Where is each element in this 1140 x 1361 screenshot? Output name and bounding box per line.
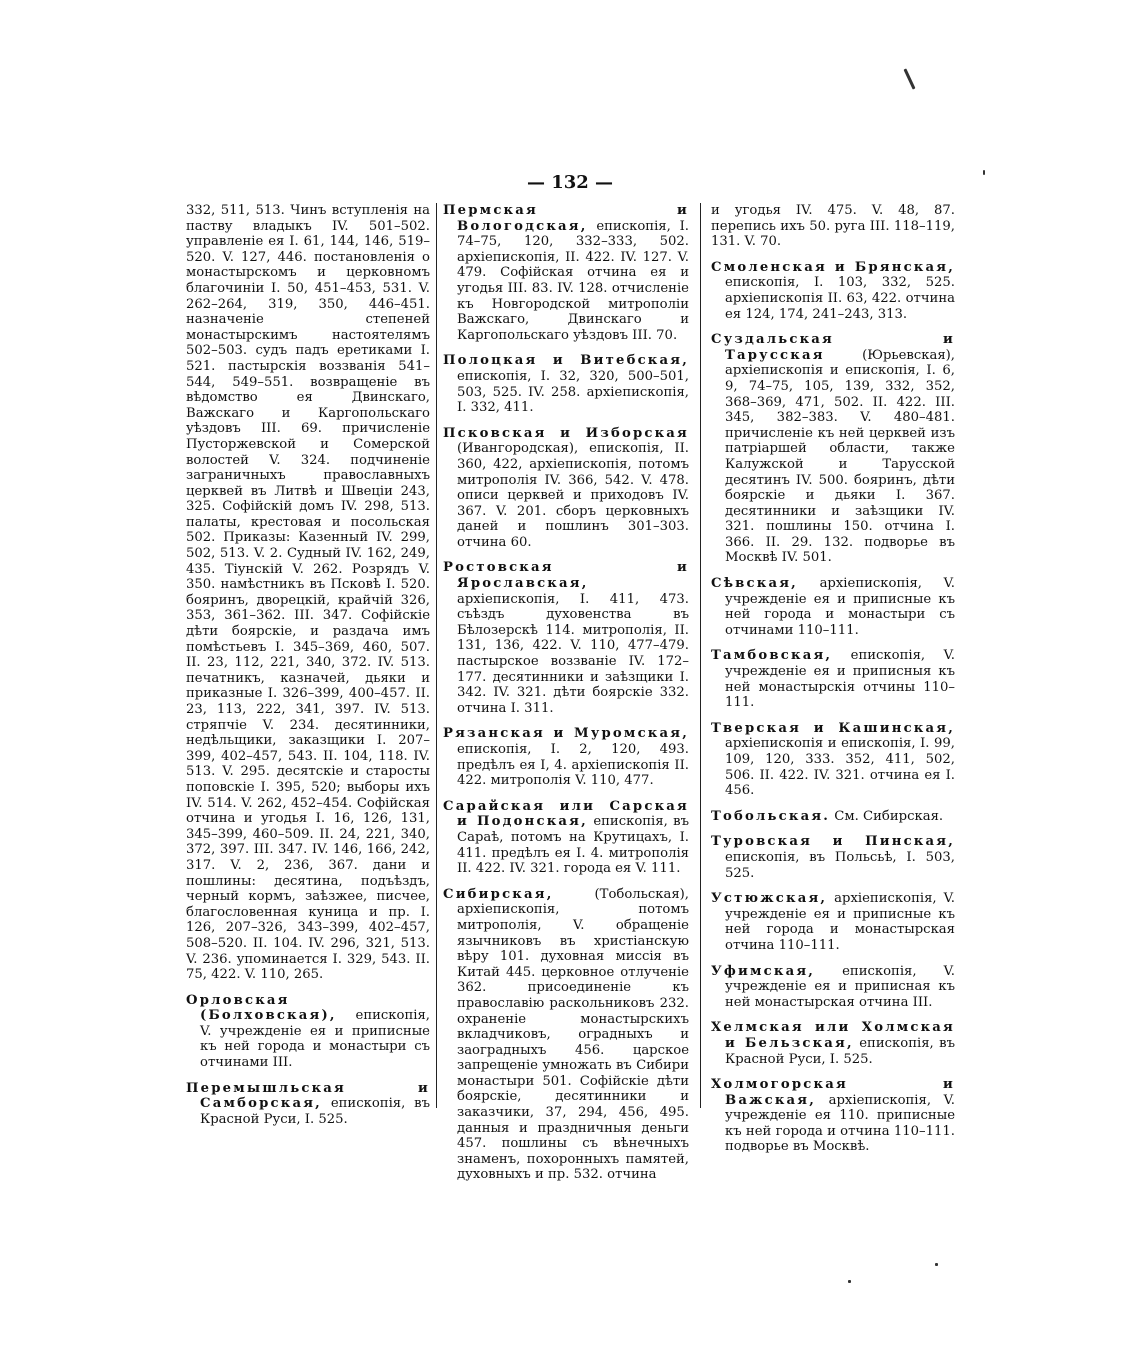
entry-text: (Юрьевская), архіепископія и епископія, I. 6, 9, 74–75, 105, 139, 332, 352, 368–369, 471, 502. II. 422. III. 345, 382–383. V. 480–481. причисленіе къ ней церквей изъ патріаршей области, также Калужской и Тарусской десятинъ IV. 500. бояринъ, дѣти боярскіе и дьяки I. 367. десятинники и заѣзщики IV. 321. пошлины 150. отчина I. 366. II. 29. 132. подворье въ Москвѣ IV. 501. (725, 347, 955, 566)
index-entry (711, 648, 955, 710)
entry-text: епископія, V. учрежденіе ея и приписные къ ней города и монастыри съ отчинами III. (200, 1008, 430, 1071)
index-entry (711, 203, 955, 250)
entry-text: архіепископія, V. учрежденіе ея и приписные къ ней города и монастыри съ отчинами 110–111. (725, 576, 955, 638)
scan-speck (903, 68, 915, 89)
index-entry (711, 834, 955, 881)
index-entry (443, 887, 689, 1183)
entry-headword: Устюжская, (711, 891, 828, 907)
entry-headword: Смоленская и Брянская, (711, 259, 955, 275)
index-entry (186, 993, 430, 1071)
index-entry (443, 426, 689, 551)
entry-headword: Сѣвская, (711, 576, 798, 592)
entry-text: епископія, I. 74–75, 120, 332–333, 502. архіепископія, II. 422. IV. 127. V. 479. Софійская отчина ея и угодья III. 83. IV. 128. отчисленіе къ Новгородской митрополіи Важскаго, Двинскаго и Каргопольскаго уѣздовъ III. 70. (457, 218, 689, 343)
index-entry (711, 1020, 955, 1067)
entry-headword: Холмогорская и Важская, (711, 1077, 955, 1108)
entry-text: архіепископія, I. 411, 473. съѣздъ духовенства въ Бѣлозерскѣ 114. митрополія, II. 131, 136, 422. V. 110, 477–479. пастырское воззваніе IV. 172–177. десятинники и заѣзщики I. 342. IV. 321. дѣти боярскіе 332. отчина I. 311. (457, 591, 689, 716)
entry-headword: Ростовская и Ярославская, (443, 560, 689, 592)
index-entry (711, 1077, 955, 1155)
entry-headword: Сарайская или Сарская и Подонская, (443, 798, 689, 830)
entry-text: 332, 511, 513. Чинъ вступленія на паству владыкъ IV. 501–502. управленіе ея I. 61, 144, 146, 519–520. V. 127, 446. постановленія о монастырскомъ и церковномъ благочиніи I. 50, 451–453, 531. V. 262–264, 319, 350, 446–451. назначеніе степеней монастырскимъ настоятелямъ 502–503. судъ падъ еретиками I. 521. пастырскія воззванія 541–544, 549–551. возвращеніе въ вѣдомство ея Двинскаго, Важскаго и Каргопольскаго уѣздовъ III. 69. причисленіе Пусторжевской и Сомерской волостей V. 324. подчиненіе заграничныхъ православныхъ церквей въ Литвѣ и Швеціи 243, 325. Софійскій домъ IV. 298, 513. палаты, крестовая и посольская 502. Приказы: Казенный IV. 299, 502, 513. V. 2. Судный IV. 162, 249, 435. Тіунскій V. 262. Розрядъ V. 350. намѣстникъ въ Псковѣ I. 520. бояринъ, дворецкій, крайчій 326, 353, 361–362. III. 347. Софійскіе дѣти боярскіе, и раздача имъ помѣстьевъ I. 345–369, 460, 507. II. 23, 112, 221, 340, 372. IV. 513. печатникъ, казначей, дьяки и приказные I. 326–399, 400–457. II. 23, 113, 222, 341, 397. IV. 513. стряпчіе V. 234. десятинники, недѣльщики, заказщики I. 207–399, 402–457, 543. II. 104, 118. IV. 513. V. 295. десятскіе и старосты поповскіе I. 395, 520; выборы ихъ IV. 514. V. 262, 452–454. Софійская отчина и угодья I. 16, 126, 131, 345–399, 460–509. II. 24, 221, 340, 372, 397. III. 347. IV. 146, 166, 242, 317. V. 2, 236, 367. дани и пошлины: десятина, подъѣздъ, черный кормъ, заѣзжее, писчее, благословенная куница и пр. I. 126, 207–326, 343–399, 402–457, 508–520. II. 104. IV. 296, 321, 513. V. 236. упоминается I. 329, 543. II. 75, 422. V. 110, 265. (186, 203, 430, 983)
entry-text: епископія, I. 103, 332, 525. архіепископія II. 63, 422. отчина ея 124, 174, 241–243, 313. (725, 275, 955, 322)
entry-headword: Псковская и Изборская (443, 425, 689, 441)
entry-text: архіепископія, V. учрежденіе ея и приписные къ ней города и монастырская отчина 110–111. (725, 891, 955, 953)
index-entry (711, 260, 955, 322)
index-entry (186, 203, 430, 983)
index-entry (443, 799, 689, 877)
index-entry (443, 353, 689, 415)
entry-headword: Рязанская и Муромская, (443, 726, 689, 742)
entry-text: епископія, V. учрежденіе ея и приписная къ ней монастырская отчина III. (725, 963, 955, 1010)
scan-speck (935, 1263, 938, 1266)
entry-headword: Перемышльская и Самборская, (186, 1080, 430, 1112)
entry-headword: Суздальская и Тарусская (711, 332, 955, 363)
entry-headword: Уфимская, (711, 963, 816, 979)
index-entry (711, 576, 955, 638)
entry-headword: Сибирская, (443, 886, 554, 902)
index-column-1 (186, 203, 430, 1137)
index-column-2 (443, 203, 689, 1193)
entry-text: (Тобольская), архіепископія, потомъ митрополія, V. обращеніе язычниковъ въ христіанскую вѣру 101. духовная миссія въ Китай 445. церковное отлученіе 362. присоединеніе къ православію раскольниковъ 232. охраненіе монастырскихъ вкладчиковъ, оградныхъ и заоградныхъ 456. царское запрещеніе умножать въ Сибири монастыри 501. Софійскіе дѣти боярскіе, десятинники и заказчики, 37, 294, 456, 495. данныя и праздничныя деньги 457. пошлины съ вѣнечныхъ знаменъ, похоронныхъ памятей, духовныхъ и пр. 532. отчина (457, 886, 689, 1183)
entry-text: епископія, въ Красной Руси, I. 525. (725, 1035, 955, 1067)
entry-text: См. Сибирская. (834, 808, 944, 824)
index-entry (711, 809, 955, 825)
entry-headword: Тверская и Кашинская, (711, 720, 955, 736)
entry-text: епископія, I. 2, 120, 493. предѣлъ ея I, 4. архіепископія II. 422. митрополія V. 110, 477. (457, 742, 689, 789)
index-entry (443, 203, 689, 343)
page-number: — 132 — (526, 172, 614, 193)
index-entry (711, 964, 955, 1011)
entry-headword: Тамбовская, (711, 648, 833, 664)
scan-speck (983, 170, 985, 175)
entry-text: епископія, въ Сараѣ, потомъ на Крутицахъ, I. 411. предѣлъ ея I. 4. митрополія II. 422. IV. 321. города ея V. 111. (457, 814, 689, 877)
index-entry (443, 726, 689, 788)
entry-text: архіепископія, V. учрежденіе ея 110. приписные къ ней города и отчина 110–111. подворье въ Москвѣ. (725, 1092, 955, 1155)
entry-text: епископія, V. учрежденіе ея и приписныя къ ней монастырскія отчины 110–111. (725, 648, 955, 711)
entry-text: епископія, въ Красной Руси, I. 525. (200, 1096, 430, 1127)
entry-headword: Орловская (Болховская), (186, 992, 337, 1024)
index-entry (711, 332, 955, 566)
index-entry (711, 891, 955, 953)
entry-text: и угодья IV. 475. V. 48, 87. перепись ихъ 50. руга III. 118–119, 131. V. 70. (711, 203, 955, 250)
index-entry (711, 721, 955, 799)
index-column-3 (711, 203, 955, 1165)
entry-headword: Туровская и Пинская, (711, 834, 955, 850)
index-entry (443, 560, 689, 716)
entry-text: (Ивангородская), епископія, II. 360, 422, архіепископія, потомъ митрополія IV. 366, 542. V. 478. описи церквей и приходовъ IV. 367. V. 201. сборъ церковныхъ даней и пошлинъ 301–303. отчина 60. (457, 441, 689, 550)
column-rule-left (436, 203, 437, 1108)
entry-text: архіепископія и епископія, I. 99, 109, 120, 333. 352, 411, 502, 506. II. 422. IV. 321. отчина ея I. 456. (725, 736, 955, 799)
entry-headword: Пермская и Вологодская, (443, 203, 689, 234)
column-rule-right (700, 203, 701, 1108)
entry-text: епископія, I. 32, 320, 500–501, 503, 525. IV. 258. архіепископія, I. 332, 411. (457, 368, 689, 416)
entry-headword: Тобольская. (711, 808, 831, 824)
index-entry (186, 1081, 430, 1128)
scan-speck (848, 1280, 851, 1283)
entry-headword: Полоцкая и Витебская, (443, 353, 689, 369)
entry-headword: Хелмская или Холмская и Бельзская, (711, 1020, 955, 1051)
entry-text: епископія, въ Польсьѣ, I. 503, 525. (725, 849, 955, 881)
